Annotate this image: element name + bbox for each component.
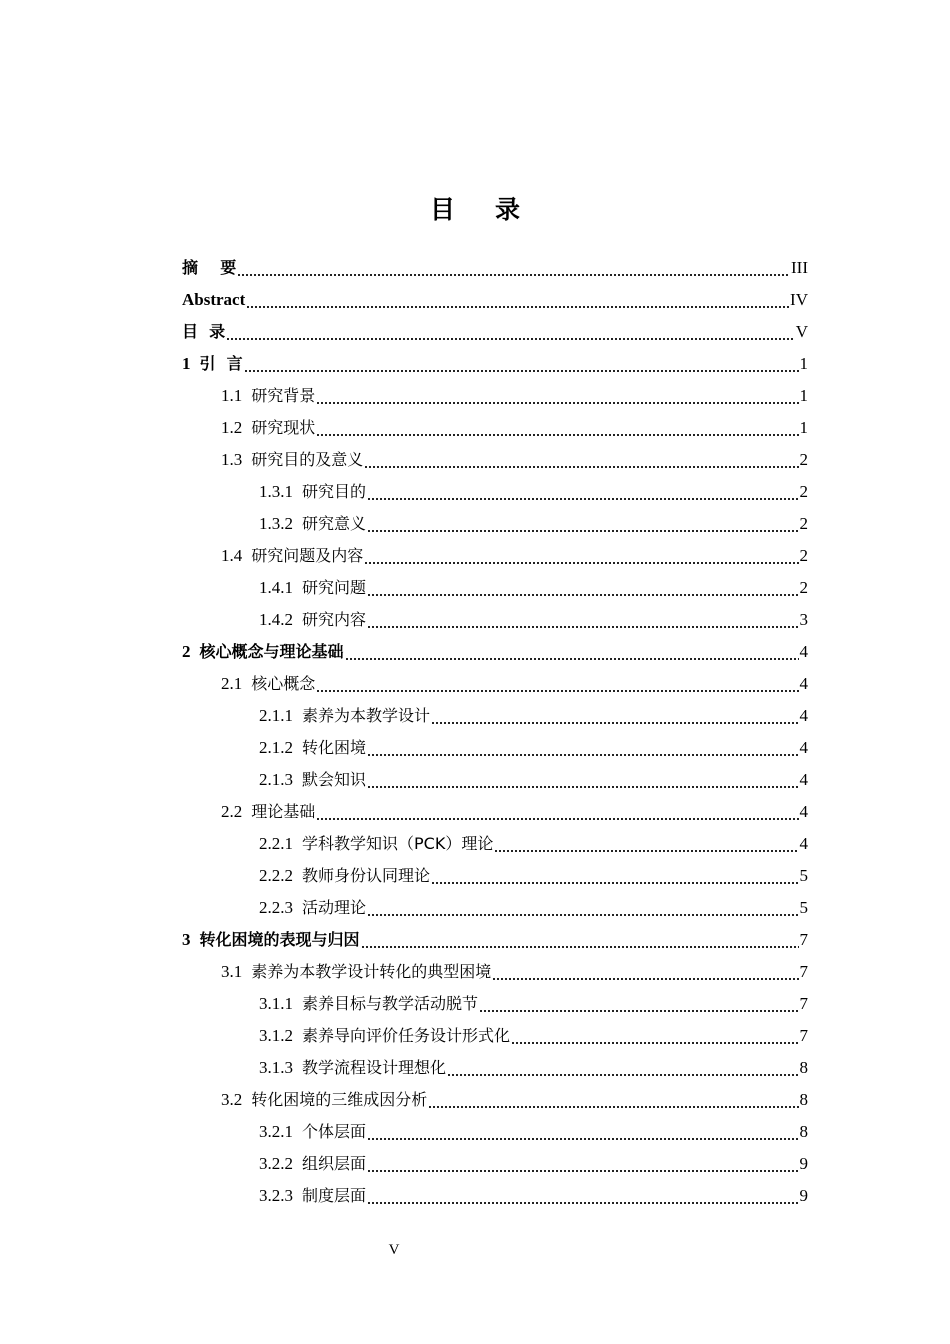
- table-of-contents: [182, 252, 808, 1212]
- toc-entry[interactable]: [182, 348, 808, 380]
- dot-leader: [511, 1020, 798, 1052]
- toc-entry[interactable]: [182, 732, 808, 764]
- toc-entry-page: 8: [799, 1058, 808, 1077]
- toc-entry-page: 8: [799, 1090, 808, 1109]
- toc-entry[interactable]: [182, 572, 808, 604]
- dot-leader: [367, 1148, 798, 1180]
- toc-entry-title: 研究内容: [302, 610, 367, 629]
- toc-entry-number: 3.1.3: [259, 1058, 293, 1077]
- dot-leader: [226, 316, 795, 348]
- dot-leader: [361, 924, 799, 956]
- toc-entry-page: 1: [799, 386, 808, 405]
- toc-entry[interactable]: [182, 764, 808, 796]
- toc-entry-page: 7: [799, 962, 808, 981]
- dot-leader: [316, 412, 798, 444]
- toc-entry-number: 3.1.2: [259, 1026, 293, 1045]
- dot-leader: [494, 828, 798, 860]
- toc-entry-page: 4: [799, 802, 808, 821]
- toc-entry[interactable]: [182, 284, 808, 316]
- toc-entry-page: III: [791, 258, 808, 277]
- toc-entry-page: 2: [799, 514, 808, 533]
- toc-entry-number: 1.4.1: [259, 578, 293, 597]
- toc-entry[interactable]: [182, 1148, 808, 1180]
- dot-leader: [492, 956, 798, 988]
- toc-entry-page: 5: [799, 866, 808, 885]
- toc-entry-title: 转化困境的三维成因分析: [251, 1090, 428, 1109]
- toc-entry-number: 3.1: [221, 962, 243, 981]
- toc-entry-page: 4: [799, 642, 808, 661]
- toc-entry-title: 素养导向评价任务设计形式化: [302, 1026, 511, 1045]
- toc-entry[interactable]: [182, 444, 808, 476]
- toc-entry-title: Abstract: [182, 290, 246, 309]
- dot-leader: [364, 444, 798, 476]
- toc-entry[interactable]: [182, 412, 808, 444]
- toc-entry-title: 研究意义: [302, 514, 367, 533]
- dot-leader: [364, 540, 798, 572]
- toc-entry-number: 2.1.3: [259, 770, 293, 789]
- toc-entry-page: 1: [799, 418, 808, 437]
- toc-entry[interactable]: [182, 956, 808, 988]
- toc-entry[interactable]: [182, 316, 808, 348]
- dot-leader: [431, 860, 798, 892]
- toc-entry-page: 9: [799, 1186, 808, 1205]
- toc-entry-number: 1.2: [221, 418, 243, 437]
- toc-entry-title: 研究现状: [251, 418, 316, 437]
- toc-entry[interactable]: [182, 1180, 808, 1212]
- toc-entry-title: 核心概念: [251, 674, 316, 693]
- toc-entry-number: 1.3.2: [259, 514, 293, 533]
- toc-entry-title: 研究背景: [251, 386, 316, 405]
- toc-entry-title: 核心概念与理论基础: [199, 642, 344, 661]
- toc-entry-number: 1.3.1: [259, 482, 293, 501]
- toc-entry-number: 3.1.1: [259, 994, 293, 1013]
- toc-entry-number: 1: [182, 354, 191, 373]
- dot-leader: [367, 892, 798, 924]
- toc-entry-number: 2.2: [221, 802, 243, 821]
- page-number: V: [388, 1242, 400, 1258]
- toc-entry-page: V: [795, 322, 808, 341]
- toc-entry[interactable]: [182, 380, 808, 412]
- toc-entry-page: 7: [799, 930, 808, 949]
- page-title: 目录: [429, 195, 560, 224]
- toc-entry[interactable]: [182, 796, 808, 828]
- toc-entry-number: 1.4: [221, 546, 243, 565]
- toc-entry-number: 2.1.1: [259, 706, 293, 725]
- toc-entry-title: 转化困境的表现与归因: [199, 930, 360, 949]
- toc-entry[interactable]: [182, 636, 808, 668]
- dot-leader: [316, 380, 798, 412]
- toc-entry-title: 素养目标与教学活动脱节: [302, 994, 479, 1013]
- toc-entry[interactable]: [182, 668, 808, 700]
- toc-entry-number: 3.2.3: [259, 1186, 293, 1205]
- toc-entry-number: 1.3: [221, 450, 243, 469]
- toc-entry-title: 素养为本教学设计转化的典型困境: [251, 962, 492, 981]
- toc-entry-title: 制度层面: [302, 1186, 367, 1205]
- toc-entry[interactable]: [182, 1116, 808, 1148]
- toc-entry-page: 2: [799, 546, 808, 565]
- dot-leader: [367, 604, 798, 636]
- toc-entry[interactable]: [182, 476, 808, 508]
- dot-leader: [246, 284, 789, 316]
- toc-entry-page: 4: [799, 770, 808, 789]
- dot-leader: [367, 508, 798, 540]
- toc-entry-title: 研究问题及内容: [251, 546, 364, 565]
- dot-leader: [345, 636, 799, 668]
- dot-leader: [237, 252, 790, 284]
- toc-entry[interactable]: [182, 508, 808, 540]
- toc-entry-number: 3.2.1: [259, 1122, 293, 1141]
- toc-entry[interactable]: [182, 1020, 808, 1052]
- toc-entry-number: 1.4.2: [259, 610, 293, 629]
- dot-leader: [447, 1052, 798, 1084]
- toc-entry-title: 转化困境: [302, 738, 367, 757]
- toc-entry-title: 研究问题: [302, 578, 367, 597]
- dot-leader: [367, 476, 798, 508]
- toc-entry-number: 3.2.2: [259, 1154, 293, 1173]
- toc-entry-page: 4: [799, 706, 808, 725]
- toc-entry[interactable]: [182, 604, 808, 636]
- toc-entry-number: 2.2.1: [259, 834, 293, 853]
- toc-entry-number: 2.2.2: [259, 866, 293, 885]
- toc-entry[interactable]: [182, 988, 808, 1020]
- toc-entry-page: 2: [799, 578, 808, 597]
- toc-entry-title: 默会知识: [302, 770, 367, 789]
- toc-entry-page: 1: [799, 354, 808, 373]
- toc-entry-title: 研究目的: [302, 482, 367, 501]
- toc-entry[interactable]: [182, 1052, 808, 1084]
- toc-entry-title: 组织层面: [302, 1154, 367, 1173]
- toc-entry-number: 2: [182, 642, 191, 661]
- dot-leader: [367, 1180, 798, 1212]
- toc-entry-title: 研究目的及意义: [251, 450, 364, 469]
- toc-entry-page: 5: [799, 898, 808, 917]
- toc-entry-number: 2.2.3: [259, 898, 293, 917]
- toc-entry[interactable]: [182, 860, 808, 892]
- dot-leader: [367, 764, 798, 796]
- toc-entry-page: 3: [799, 610, 808, 629]
- toc-entry-page: 7: [799, 1026, 808, 1045]
- toc-entry-page: 4: [799, 834, 808, 853]
- toc-entry[interactable]: [182, 892, 808, 924]
- toc-entry-number: 3.2: [221, 1090, 243, 1109]
- toc-entry-number: 3: [182, 930, 191, 949]
- toc-entry[interactable]: [182, 700, 808, 732]
- toc-entry-page: 7: [799, 994, 808, 1013]
- dot-leader: [479, 988, 798, 1020]
- toc-entry-title: 个体层面: [302, 1122, 367, 1141]
- toc-entry-title: 摘 要: [182, 258, 237, 277]
- toc-entry-page: 9: [799, 1154, 808, 1173]
- dot-leader: [316, 668, 798, 700]
- toc-entry-title: 教师身份认同理论: [302, 866, 431, 885]
- toc-entry[interactable]: [182, 828, 808, 860]
- toc-entry-title: 目 录: [182, 322, 226, 341]
- dot-leader: [367, 732, 798, 764]
- toc-entry-page: 8: [799, 1122, 808, 1141]
- toc-entry-number: 2.1: [221, 674, 243, 693]
- toc-entry-title: 学科教学知识（PCK）理论: [302, 834, 494, 853]
- toc-entry-number: 1.1: [221, 386, 243, 405]
- toc-entry-title: 引 言: [199, 354, 243, 373]
- toc-entry-title: 理论基础: [251, 802, 316, 821]
- toc-entry[interactable]: [182, 252, 808, 284]
- dot-leader: [367, 1116, 798, 1148]
- dot-leader: [428, 1084, 798, 1116]
- toc-entry-page: 4: [799, 738, 808, 757]
- toc-entry[interactable]: [182, 1084, 808, 1116]
- dot-leader: [367, 572, 798, 604]
- dot-leader: [316, 796, 798, 828]
- dot-leader: [431, 700, 798, 732]
- toc-entry-title: 活动理论: [302, 898, 367, 917]
- toc-entry-page: 2: [799, 482, 808, 501]
- toc-entry-title: 教学流程设计理想化: [302, 1058, 447, 1077]
- toc-entry-page: IV: [790, 290, 808, 309]
- toc-entry-title: 素养为本教学设计: [302, 706, 431, 725]
- dot-leader: [244, 348, 799, 380]
- toc-entry-page: 2: [799, 450, 808, 469]
- toc-entry[interactable]: [182, 540, 808, 572]
- toc-entry-number: 2.1.2: [259, 738, 293, 757]
- toc-entry-page: 4: [799, 674, 808, 693]
- toc-entry[interactable]: [182, 924, 808, 956]
